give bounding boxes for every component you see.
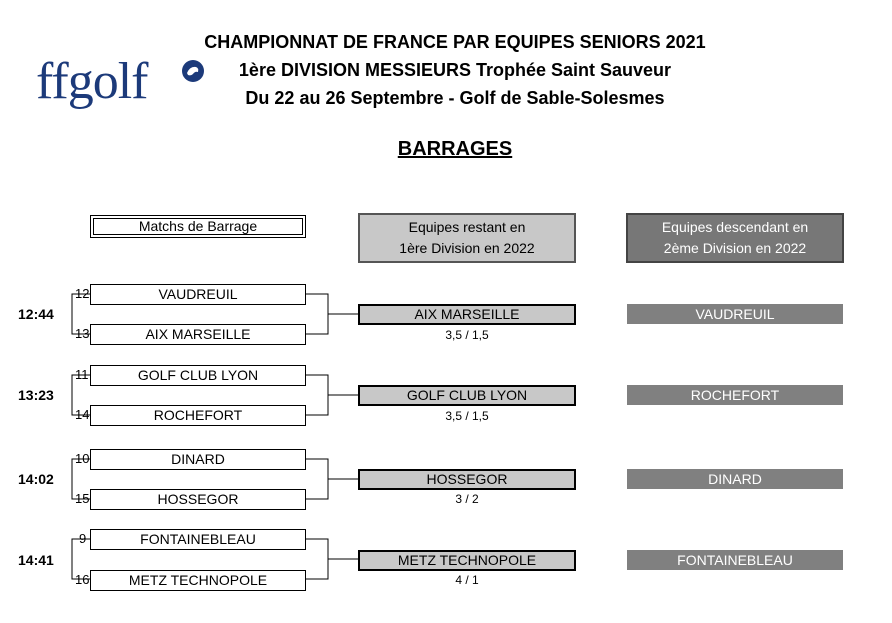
team-box: HOSSEGOR: [90, 489, 306, 510]
seed-number: 11: [75, 367, 89, 382]
header-division: 1ère DIVISION MESSIEURS Trophée Saint Sauveur: [238, 60, 672, 80]
seed-number: 14: [75, 407, 90, 422]
column-header-stay-line1: Equipes restant en: [408, 219, 526, 235]
match-score: 4 / 1: [455, 573, 479, 587]
winner-box: AIX MARSEILLE: [358, 304, 576, 325]
match-time: 12:44: [18, 306, 54, 322]
match-score: 3,5 / 1,5: [445, 328, 489, 342]
match-time: 14:41: [18, 552, 54, 568]
column-header-down-line1: Equipes descendant en: [661, 219, 809, 235]
match-time: 13:23: [18, 387, 54, 403]
ffgolf-logo: ffgolf: [36, 53, 148, 110]
header-title: CHAMPIONNAT DE FRANCE PAR EQUIPES SENIORS 2021: [204, 32, 706, 52]
team-box: GOLF CLUB LYON: [90, 365, 306, 386]
seed-number: 15: [75, 491, 90, 506]
team-box: VAUDREUIL: [90, 284, 306, 305]
relegated-box: FONTAINEBLEAU: [627, 550, 843, 570]
relegated-box: ROCHEFORT: [627, 385, 843, 405]
seed-number: 16: [75, 572, 90, 587]
winner-box: METZ TECHNOPOLE: [358, 550, 576, 571]
section-title: BARRAGES: [397, 138, 513, 160]
team-box: DINARD: [90, 449, 306, 470]
team-box: ROCHEFORT: [90, 405, 306, 426]
column-header-down-line2: 2ème Division en 2022: [663, 240, 807, 256]
seed-number: 9: [79, 531, 87, 546]
match-score: 3,5 / 1,5: [445, 409, 489, 423]
seed-number: 12: [75, 286, 90, 301]
team-box: FONTAINEBLEAU: [90, 529, 306, 550]
winner-box: GOLF CLUB LYON: [358, 385, 576, 406]
team-box: AIX MARSEILLE: [90, 324, 306, 345]
seed-number: 10: [75, 451, 90, 466]
team-box: METZ TECHNOPOLE: [90, 570, 306, 591]
match-score: 3 / 2: [455, 492, 479, 506]
relegated-box: VAUDREUIL: [627, 304, 843, 324]
column-header-matches: Matchs de Barrage: [90, 215, 306, 238]
winner-box: HOSSEGOR: [358, 469, 576, 490]
header-dates: Du 22 au 26 Septembre - Golf de Sable-Solesmes: [245, 88, 665, 108]
column-header-stay-line2: 1ère Division en 2022: [399, 240, 535, 256]
seed-number: 13: [75, 326, 90, 341]
relegated-box: DINARD: [627, 469, 843, 489]
match-time: 14:02: [18, 471, 54, 487]
